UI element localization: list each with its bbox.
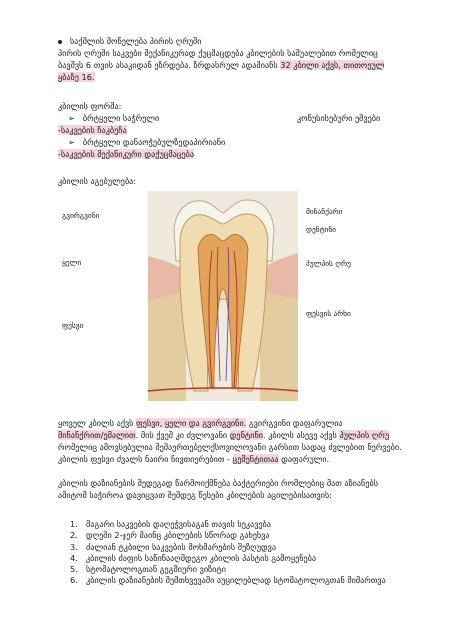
arrow-bullet-icon: ➢ bbox=[68, 113, 75, 123]
highlight-32-teeth: 32 კბილი აქვს, თითოეულ bbox=[280, 60, 385, 70]
para2-line-1: კბილის დაზიანების შედეგად წარმოიქმნება ბაქტერიები რომლებიც მათ აზიანებს bbox=[58, 478, 379, 488]
tooth-cross-section-image bbox=[148, 191, 298, 401]
label-enamel: მინანქარი bbox=[306, 207, 343, 216]
para1-line-1: ყოველ კბილს აქვს ფესვი, ყელი და გვირგვინი. გვირგვინი დაფარულია bbox=[58, 418, 343, 428]
label-dentin: დენტინი bbox=[306, 225, 337, 234]
list-item: 4. კბილის ძაფის საწინააღმდეგო კბილის პასტის გამოყენება bbox=[70, 552, 317, 563]
highlight-dentin: დენტინი bbox=[229, 430, 263, 440]
intro-line-1: პირის ღრუში საკვები მექანიკურად ქუცმაცდება კბილების საშუალებით რომელიც bbox=[58, 48, 378, 58]
intro-line-2: ბავშვს 6 თვის ასაკიდან ეზრდება. ზრდასრულ ადამიანს 32 კბილი აქვს, თითოეულ bbox=[58, 60, 385, 70]
list-item: 1. მაგარი საკვების დაღეჭვისაგან თავის სეკავება bbox=[70, 519, 271, 529]
intro-line-3 bbox=[58, 72, 95, 83]
rules-list bbox=[58, 519, 386, 587]
para2-line-2: ამიტომ საჭიროა დავიცვათ შემდეგ წესები კბილების აცილებისათვის: bbox=[58, 490, 333, 500]
list-item: 5. სტომატოლოგთან გეგმიური ვიზიტი bbox=[70, 564, 226, 575]
label-crown: გვირგვინი bbox=[62, 211, 100, 220]
label-pulp-cavity: პულპის ღრუ bbox=[306, 259, 351, 268]
list-item: 6. კბილის დაზიანების შემთხვევაში აუცილებლად სტომატოლოგთან მიმართვა bbox=[70, 575, 386, 586]
forms-item-2: ➢ ბრტყელი დანაოჭებულზედაპირიანი bbox=[68, 137, 226, 147]
list-item: 3. ძალიან ტკბილი საკვების მოხმარების შეზღუდვა bbox=[70, 541, 277, 552]
forms-title: კბილის ფორმა: bbox=[58, 101, 122, 111]
label-root: ფესვი bbox=[62, 321, 84, 330]
highlight-cement: ცემენტითაა bbox=[232, 454, 279, 464]
label-neck: ყელი bbox=[62, 258, 82, 267]
forms-item-1-right: კონუსისებური ეშვები bbox=[297, 113, 381, 123]
structure-title: კბილის აგებულება: bbox=[58, 176, 137, 186]
bullet-icon bbox=[58, 40, 62, 44]
arrow-bullet-icon: ➢ bbox=[68, 137, 75, 147]
forms-item-2-sub: -საკვების მექანიკური დაქუცმაცება bbox=[58, 149, 195, 159]
para1-line-4: კბილის ფესვი ძვალს ნაირი ნივთიერებით - ცემენტითაა დაფარული. bbox=[58, 454, 330, 464]
highlight-16-per-jaw: ყბაზე 16. bbox=[58, 72, 95, 82]
para1-line-2: მინანქრით/ემალით. მის ქვეშ კი ძვლოვანი დენტინი. კბილს ასევე აქვს პულპის ღრუ bbox=[58, 430, 390, 440]
highlight-pulp: პულპის ღრუ bbox=[339, 430, 390, 440]
highlight-root-neck-crown: ფესვი, ყელი და გვირგვინი. bbox=[136, 418, 247, 428]
forms-item-1: ➢ ბრტყელი საჭრელი bbox=[68, 113, 160, 123]
bullet-heading: საქმლის მონელება პირის ღრუში bbox=[58, 36, 202, 47]
label-root-canal: ფესვის არხი bbox=[306, 309, 351, 318]
para1-line-3: რომელიც ამოვსებულია შემაერთებელქსოვილოვანი გარსით სადაც ძვლებით ნერვები. bbox=[58, 442, 402, 452]
forms-item-1-sub: -საკვების ჩაკბეჩა bbox=[58, 125, 127, 135]
highlight-enamel: მინანქრით/ემალით bbox=[58, 430, 136, 440]
list-item: 2. დღეში 2-ჯერ მაინც კბილების სწორად გახეხვა bbox=[70, 530, 270, 541]
